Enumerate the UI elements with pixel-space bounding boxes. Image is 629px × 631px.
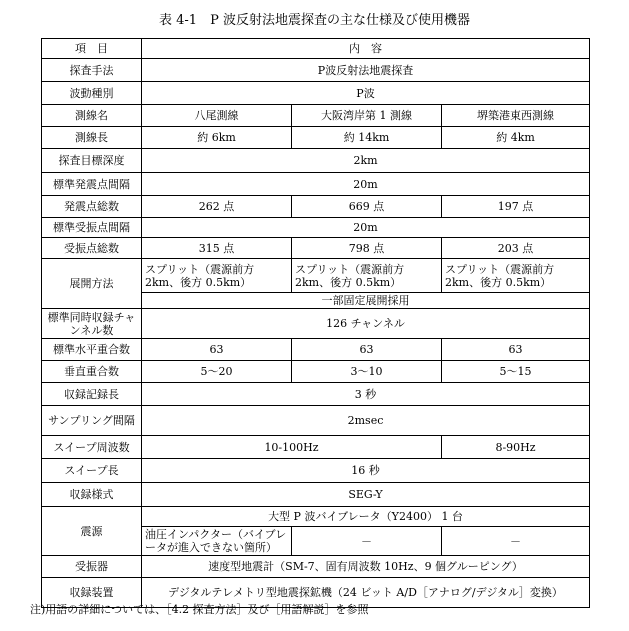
row-sweep-length xyxy=(42,459,590,483)
row-spread xyxy=(42,259,590,293)
value-source-sub-1: 油圧インパクター（バイブレータが進入できない箇所） xyxy=(142,527,292,556)
value-geophone: 速度型地震計（SM-7、固有周波数 10Hz、9 個グルーピング） xyxy=(142,556,590,578)
value-format: SEG-Y xyxy=(142,483,590,507)
row-format xyxy=(42,483,590,507)
label-source: 震源 xyxy=(42,507,142,556)
value-spread-1: スプリット（震源前方 2km、後方 0.5km） xyxy=(142,259,292,293)
value-line-length-2: 約 14km xyxy=(292,127,442,149)
value-method: P波反射法地震探査 xyxy=(142,59,590,82)
value-vertical-stack-3: 5～15 xyxy=(442,361,590,383)
row-geophone xyxy=(42,556,590,578)
row-source xyxy=(42,507,590,527)
label-wave: 波動種別 xyxy=(42,82,142,105)
label-sweep-freq: スイープ周波数 xyxy=(42,436,142,459)
value-spread-3: スプリット（震源前方 2km、後方 0.5km） xyxy=(442,259,590,293)
label-line-name: 測線名 xyxy=(42,105,142,127)
value-receiver-total-3: 203 点 xyxy=(442,238,590,259)
label-vertical-stack: 垂直重合数 xyxy=(42,361,142,383)
value-source-main: 大型 P 波バイブレータ（Y2400） 1 台 xyxy=(142,507,590,527)
value-channels: 126 チャンネル xyxy=(142,309,590,339)
value-receiver-total-2: 798 点 xyxy=(292,238,442,259)
label-geophone: 受振器 xyxy=(42,556,142,578)
row-receiver-interval xyxy=(42,218,590,238)
table-title: 表 4-1 P 波反射法地震探査の主な仕様及び使用機器 xyxy=(159,13,470,28)
label-spread: 展開方法 xyxy=(42,259,142,309)
label-target-depth: 探査目標深度 xyxy=(42,149,142,173)
value-spread-note: 一部固定展開採用 xyxy=(142,293,590,309)
row-line-name xyxy=(42,105,590,127)
label-sweep-length: スイープ長 xyxy=(42,459,142,483)
row-shot-total xyxy=(42,196,590,218)
value-sweep-freq-1: 10-100Hz xyxy=(142,436,442,459)
row-target-depth xyxy=(42,149,590,173)
value-source-sub-3: － xyxy=(442,527,590,556)
row-method xyxy=(42,59,590,82)
value-record-length: 3 秒 xyxy=(142,383,590,406)
header-item: 項 目 xyxy=(42,39,142,59)
value-line-length-1: 約 6km xyxy=(142,127,292,149)
label-horizontal-stack: 標準水平重合数 xyxy=(42,339,142,361)
value-horizontal-stack-1: 63 xyxy=(142,339,292,361)
row-horizontal-stack xyxy=(42,339,590,361)
value-line-name-2: 大阪湾岸第 1 測線 xyxy=(292,105,442,127)
row-receiver-total xyxy=(42,238,590,259)
value-sampling: 2msec xyxy=(142,406,590,436)
label-line-length: 測線長 xyxy=(42,127,142,149)
value-sweep-length: 16 秒 xyxy=(142,459,590,483)
label-sampling: サンプリング間隔 xyxy=(42,406,142,436)
footnote: 注)用語の詳細については、［4.2 探査方法］及び［用語解説］を参照 xyxy=(30,603,369,616)
row-shot-interval xyxy=(42,173,590,196)
header-content: 内 容 xyxy=(142,39,590,59)
value-shot-total-1: 262 点 xyxy=(142,196,292,218)
label-format: 収録様式 xyxy=(42,483,142,507)
value-shot-total-2: 669 点 xyxy=(292,196,442,218)
label-receiver-interval: 標準受振点間隔 xyxy=(42,218,142,238)
row-wave xyxy=(42,82,590,105)
value-line-name-1: 八尾測線 xyxy=(142,105,292,127)
row-line-length xyxy=(42,127,590,149)
value-sweep-freq-2: 8-90Hz xyxy=(442,436,590,459)
label-receiver-total: 受振点総数 xyxy=(42,238,142,259)
label-shot-interval: 標準発震点間隔 xyxy=(42,173,142,196)
row-record-length xyxy=(42,383,590,406)
value-vertical-stack-1: 5～20 xyxy=(142,361,292,383)
header-row xyxy=(42,39,590,59)
value-shot-total-3: 197 点 xyxy=(442,196,590,218)
value-wave: P波 xyxy=(142,82,590,105)
label-method: 探査手法 xyxy=(42,59,142,82)
value-horizontal-stack-2: 63 xyxy=(292,339,442,361)
value-line-length-3: 約 4km xyxy=(442,127,590,149)
value-target-depth: 2km xyxy=(142,149,590,173)
row-vertical-stack xyxy=(42,361,590,383)
spec-table xyxy=(41,38,590,608)
value-line-name-3: 堺築港東西測線 xyxy=(442,105,590,127)
value-receiver-interval: 20m xyxy=(142,218,590,238)
row-sweep-freq xyxy=(42,436,590,459)
label-channels: 標準同時収録チャンネル数 xyxy=(42,309,142,339)
label-shot-total: 発震点総数 xyxy=(42,196,142,218)
row-sampling xyxy=(42,406,590,436)
value-vertical-stack-2: 3～10 xyxy=(292,361,442,383)
value-spread-2: スプリット（震源前方 2km、後方 0.5km） xyxy=(292,259,442,293)
label-recorder: 収録装置 xyxy=(42,578,142,608)
row-channels xyxy=(42,309,590,339)
value-source-sub-2: － xyxy=(292,527,442,556)
value-recorder: デジタルテレメトリ型地震探鉱機（24 ビット A/D［アナログ/デジタル］変換） xyxy=(142,578,590,608)
value-shot-interval: 20m xyxy=(142,173,590,196)
value-receiver-total-1: 315 点 xyxy=(142,238,292,259)
value-horizontal-stack-3: 63 xyxy=(442,339,590,361)
label-record-length: 収録記録長 xyxy=(42,383,142,406)
